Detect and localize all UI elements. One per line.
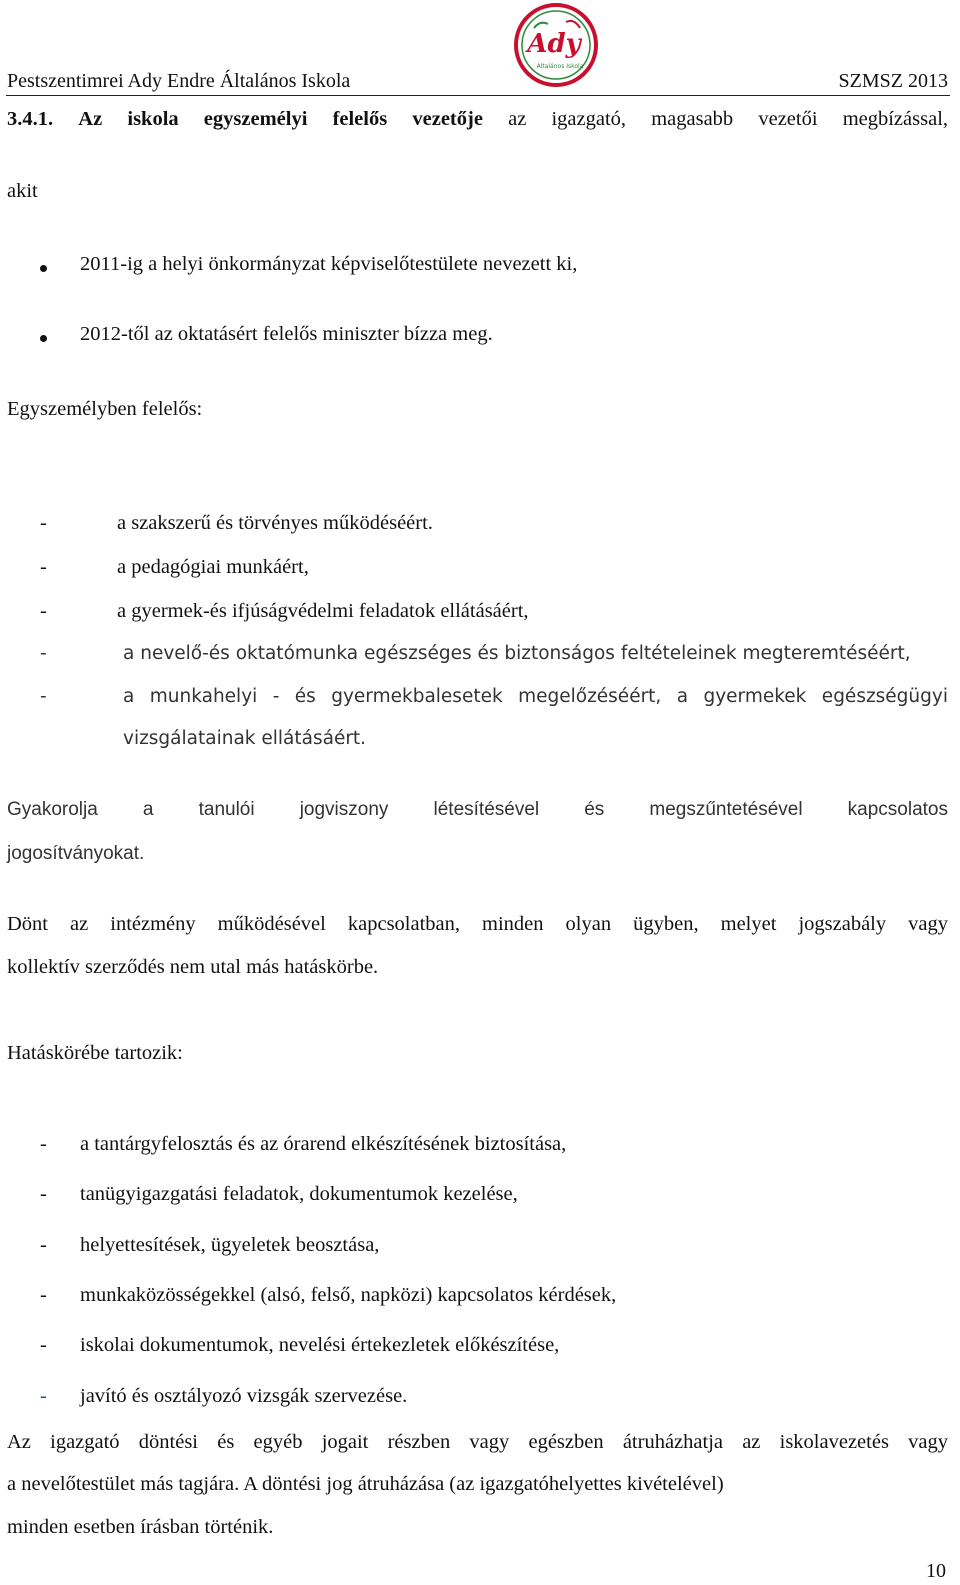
list-dash: - (40, 1234, 47, 1256)
list-dash: - (40, 686, 47, 707)
delegation-paragraph-line1: Az igazgató döntési és egyéb jogait részben vagy egészben átruházhatja az iskolavezetés vagy (7, 1431, 948, 1453)
list-dash: - (40, 643, 47, 664)
responsibility-item-3: a gyermek-és ifjúságvédelmi feladatok ellátásáért, (117, 600, 529, 622)
bullet-icon (40, 265, 47, 272)
header-divider (6, 95, 950, 96)
competence-item-1: a tantárgyfelosztás és az órarend elkészítésének biztosítása, (80, 1133, 567, 1155)
responsibility-item-1: a szakszerű és törvényes működéséért. (117, 512, 433, 534)
header-doc-code: SZMSZ 2013 (838, 70, 948, 92)
responsibility-item-5-cont: vizsgálatainak ellátásáért. (123, 728, 367, 749)
list-dash: - (40, 512, 47, 534)
page-number: 10 (926, 1560, 946, 1582)
section-intro-line2: akit (7, 180, 38, 202)
delegation-paragraph-line2: a nevelőtestület más tagjára. A döntési jog átruházása (az igazgatóhelyettes kivételével) (7, 1473, 724, 1495)
decides-paragraph-line1: Dönt az intézmény működésével kapcsolatban, minden olyan ügyben, melyet jogszabály vagy (7, 913, 948, 935)
responsible-heading: Egyszemélyben felelős: (7, 398, 203, 420)
decides-paragraph-line2: kollektív szerződés nem utal más hatáskörbe. (7, 956, 379, 978)
delegation-paragraph-line3: minden esetben írásban történik. (7, 1516, 274, 1538)
competence-item-4: munkaközösségekkel (alsó, felső, napközi) kapcsolatos kérdések, (80, 1284, 617, 1306)
list-dash: - (40, 1284, 47, 1306)
list-dash: - (40, 1334, 47, 1356)
responsibility-item-4: a nevelő-és oktatómunka egészséges és biztonságos feltételeinek megteremtéséért, (123, 643, 911, 664)
logo-text: Ady (527, 29, 581, 59)
responsibility-item-2: a pedagógiai munkáért, (117, 556, 309, 578)
list-dash: - (40, 556, 47, 578)
rights-paragraph-line2: jogosítványokat. (7, 843, 145, 864)
responsibility-item-5: a munkahelyi - és gyermekbalesetek megelőzéséért, a gyermekek egészségügyi (123, 686, 948, 707)
bullet-icon (40, 335, 47, 342)
appointment-bullet-2: 2012-től az oktatásért felelős miniszter bízza meg. (80, 323, 493, 345)
list-dash: - (40, 1133, 47, 1155)
section-number: 3.4.1. (7, 108, 54, 130)
header-school-name: Pestszentimrei Ady Endre Általános Iskola (7, 70, 351, 92)
section-intro (7, 108, 948, 131)
section-bold-lead: Az iskola egyszemélyi felelős vezetője (78, 108, 483, 130)
list-dash: - (40, 1385, 47, 1407)
competence-item-5: iskolai dokumentumok, nevelési értekezletek előkészítése, (80, 1334, 560, 1356)
list-dash: - (40, 600, 47, 622)
competence-item-2: tanügyigazgatási feladatok, dokumentumok kezelése, (80, 1183, 518, 1205)
competence-heading: Hatáskörébe tartozik: (7, 1042, 183, 1064)
school-logo (510, 2, 602, 88)
appointment-bullet-1: 2011-ig a helyi önkormányzat képviselőtestülete nevezett ki, (80, 253, 578, 275)
rights-paragraph-line1: Gyakorolja a tanulói jogviszony létesítésével és megszűntetésével kapcsolatos (7, 799, 948, 820)
section-intro-rest: az igazgató, magasabb vezetői megbízással, (508, 108, 949, 130)
list-dash: - (40, 1183, 47, 1205)
competence-item-3: helyettesítések, ügyeletek beosztása, (80, 1234, 380, 1256)
logo-subtext: Általános Iskola (536, 63, 584, 70)
competence-item-6: javító és osztályozó vizsgák szervezése. (80, 1385, 408, 1407)
